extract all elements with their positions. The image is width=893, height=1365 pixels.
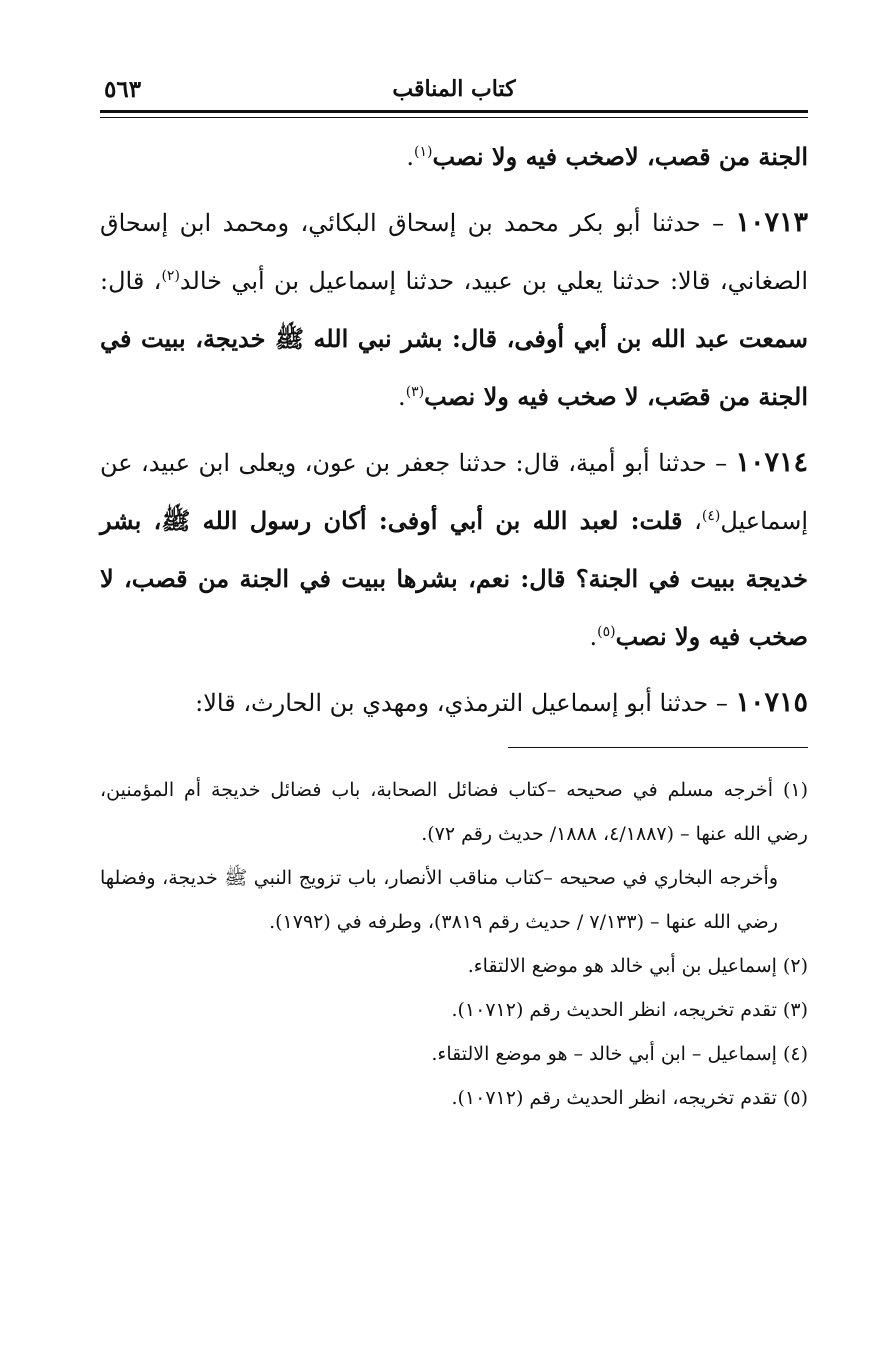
footnote-ref: (١) [414, 144, 433, 160]
footnote-separator [508, 747, 808, 748]
footnote-ref: (٤) [701, 508, 721, 524]
paragraph-continuation [100, 128, 808, 186]
footnotes [100, 768, 808, 1120]
isnad-chain: حدثنا أبو إسماعيل الترمذي، ومهدي بن الحارث، قالا: [195, 689, 709, 717]
page-header [100, 76, 808, 108]
hadith-matn: سمعت عبد الله بن أبي أوفى، قال: بشر نبي الله ﷺ خديجة، ببيت في الجنة من قصَب، لا صخب فيه ولا نصب [100, 324, 808, 411]
footnote-ref: (٥) [597, 624, 616, 640]
punctuation: . [398, 383, 406, 411]
footnote-1-continued: وأخرجه البخاري في صحيحه –كتاب مناقب الأنصار، باب تزويج النبي ﷺ خديجة، وفضلها رضي الله عنها – (٧/١٣٣ / حديث رقم ٣٨١٩)، وطرفه في (١٧٩٢). [100, 867, 778, 933]
hadith-number: ١٠٧١٣ [735, 207, 808, 238]
punctuation: . [589, 623, 598, 651]
isnad-chain: حدثنا أبو بكر محمد بن إسحاق البكائي، ومحمد ابن إسحاق الصغاني، قالا: حدثنا يعلي بن عبيد، حدثنا إسماعيل بن أبي خالد [100, 209, 808, 295]
header-rule-thin [100, 117, 808, 118]
page-number: ٥٦٣ [104, 76, 142, 103]
footnote-3: (٣) تقدم تخريجه، انظر الحديث رقم (١٠٧١٢). [451, 999, 808, 1021]
hadith-10714 [100, 434, 808, 666]
footnote-1: (١) أخرجه مسلم في صحيحه –كتاب فضائل الصحابة، باب فضائل خديجة أم المؤمنين، رضي الله عنها – (٤/١٨٨٧، ١٨٨٨/ حديث رقم ٧٢). [100, 779, 808, 845]
footnote-4: (٤) إسماعيل – ابن أبي خالد – هو موضع الالتقاء. [431, 1043, 808, 1065]
footnote-5: (٥) تقدم تخريجه، انظر الحديث رقم (١٠٧١٢). [451, 1087, 808, 1109]
punctuation: . [406, 143, 415, 171]
isnad-chain: حدثنا أبو أمية، قال: حدثنا جعفر بن عون، ويعلى ابن عبيد، عن إسماعيل [100, 449, 809, 535]
dash: – [708, 689, 736, 717]
hadith-10713 [100, 194, 808, 426]
hadith-number: ١٠٧١٥ [735, 687, 808, 718]
footnote-2: (٢) إسماعيل بن أبي خالد هو موضع الالتقاء. [467, 955, 808, 977]
hadith-text: الجنة من قصب، لاصخب فيه ولا نصب [432, 142, 808, 171]
footnote-ref: (٣) [405, 384, 425, 400]
main-text [100, 128, 808, 740]
hadith-matn: قلت: لعبد الله بن أبي أوفى: أكان رسول الله ﷺ، بشر خديجة ببيت في الجنة؟ قال: نعم، بشرها ببيت في الجنة من قصب، لا صخب فيه ولا نصب [100, 506, 808, 651]
header-rule [100, 110, 808, 113]
hadith-10715 [100, 674, 808, 732]
separator: ، [682, 507, 702, 535]
dash: – [700, 209, 736, 237]
dash: – [706, 449, 736, 477]
narration-said: ، قال: [100, 267, 162, 295]
running-title: كتاب المناقب [392, 76, 516, 102]
hadith-number: ١٠٧١٤ [735, 447, 808, 478]
footnote-ref: (٢) [161, 268, 180, 284]
